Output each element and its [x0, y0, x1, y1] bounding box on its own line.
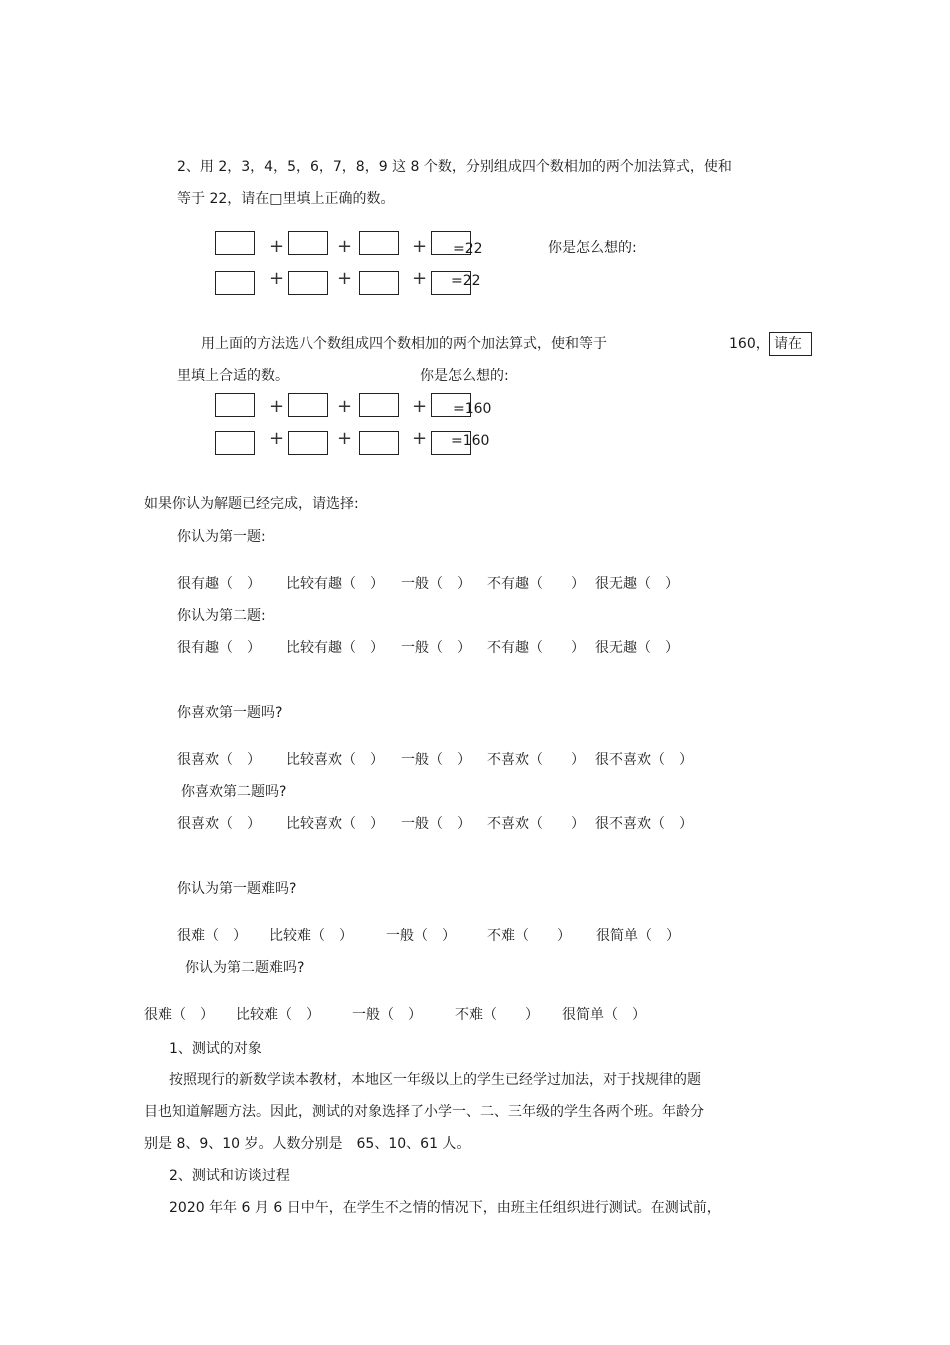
- answer-box[interactable]: [359, 431, 399, 455]
- option-fairly-hard[interactable]: 比较难（ ）: [269, 928, 353, 944]
- equals-22: =22: [453, 241, 483, 257]
- option-not-interesting[interactable]: 不有趣（ ）: [487, 576, 585, 592]
- option-hard-average[interactable]: 一般（ ）: [386, 928, 456, 944]
- option-like-average[interactable]: 一般（ ）: [401, 752, 471, 768]
- option-like-average[interactable]: 一般（ ）: [401, 816, 471, 832]
- option-average[interactable]: 一般（ ）: [401, 640, 471, 656]
- option-very-easy[interactable]: 很简单（ ）: [562, 1007, 646, 1023]
- answer-box[interactable]: [288, 393, 328, 417]
- plus-sign: +: [269, 236, 285, 257]
- answer-box[interactable]: [288, 231, 328, 255]
- plus-sign: +: [412, 428, 428, 449]
- survey-intro: 如果你认为解题已经完成，请选择:: [144, 496, 359, 512]
- option-average[interactable]: 一般（ ）: [401, 576, 471, 592]
- how-did-you-think: 你是怎么想的:: [548, 240, 637, 256]
- option-very-interesting[interactable]: 很有趣（ ）: [177, 640, 261, 656]
- option-fairly-interesting[interactable]: 比较有趣（ ）: [286, 576, 384, 592]
- equals-160: =160: [451, 433, 490, 449]
- answer-box[interactable]: [359, 393, 399, 417]
- answer-box[interactable]: [288, 431, 328, 455]
- option-very-boring[interactable]: 很无趣（ ）: [595, 576, 679, 592]
- option-like-fairly[interactable]: 比较喜欢（ ）: [286, 752, 384, 768]
- option-dislike-very[interactable]: 很不喜欢（ ）: [595, 816, 693, 832]
- option-fairly-interesting[interactable]: 比较有趣（ ）: [286, 640, 384, 656]
- plus-sign: +: [269, 268, 285, 289]
- question-hard-1: 你认为第一题难吗?: [177, 881, 297, 897]
- plus-sign: +: [337, 396, 353, 417]
- section-heading: 1、测试的对象: [169, 1041, 262, 1057]
- plus-sign: +: [337, 236, 353, 257]
- option-not-hard[interactable]: 不难（ ）: [455, 1007, 539, 1023]
- option-very-hard[interactable]: 很难（ ）: [144, 1007, 214, 1023]
- problem-line-4: 里填上合适的数。: [177, 368, 289, 384]
- option-dislike-very[interactable]: 很不喜欢（ ）: [595, 752, 693, 768]
- answer-box[interactable]: [215, 431, 255, 455]
- option-fairly-hard[interactable]: 比较难（ ）: [236, 1007, 320, 1023]
- question-interest-2: 你认为第二题:: [177, 608, 266, 624]
- problem-line-1: 2、用 2，3，4，5，6，7，8，9 这 8 个数，分别组成四个数相加的两个加法算式，使和: [177, 159, 732, 175]
- option-very-boring[interactable]: 很无趣（ ）: [595, 640, 679, 656]
- how-did-you-think-2: 你是怎么想的:: [420, 368, 509, 384]
- paragraph-line: 别是 8、9、10 岁。人数分别是 65、10、61 人。: [144, 1136, 471, 1152]
- section-heading: 2、测试和访谈过程: [169, 1168, 290, 1184]
- option-dislike[interactable]: 不喜欢（ ）: [487, 752, 585, 768]
- option-like-very[interactable]: 很喜欢（ ）: [177, 816, 261, 832]
- answer-box[interactable]: [215, 231, 255, 255]
- option-like-fairly[interactable]: 比较喜欢（ ）: [286, 816, 384, 832]
- option-dislike[interactable]: 不喜欢（ ）: [487, 816, 585, 832]
- answer-box[interactable]: [288, 271, 328, 295]
- plus-sign: +: [337, 428, 353, 449]
- option-not-interesting[interactable]: 不有趣（ ）: [487, 640, 585, 656]
- plus-sign: +: [412, 396, 428, 417]
- plus-sign: +: [269, 428, 285, 449]
- plus-sign: +: [412, 268, 428, 289]
- answer-box[interactable]: [215, 393, 255, 417]
- plus-sign: +: [337, 268, 353, 289]
- option-not-hard[interactable]: 不难（ ）: [487, 928, 571, 944]
- paragraph-line: 按照现行的新数学读本教材，本地区一年级以上的学生已经学过加法，对于找规律的题: [169, 1072, 701, 1088]
- plus-sign: +: [269, 396, 285, 417]
- paragraph-line: 2020 年年 6 月 6 日中午，在学生不之情的情况下，由班主任组织进行测试。在测试前，: [169, 1200, 721, 1216]
- answer-box[interactable]: [215, 271, 255, 295]
- answer-box[interactable]: [359, 271, 399, 295]
- option-like-very[interactable]: 很喜欢（ ）: [177, 752, 261, 768]
- option-very-easy[interactable]: 很简单（ ）: [596, 928, 680, 944]
- question-hard-2: 你认为第二题难吗?: [185, 960, 305, 976]
- question-like-2: 你喜欢第二题吗?: [181, 784, 287, 800]
- equals-160: =160: [453, 401, 492, 417]
- option-very-hard[interactable]: 很难（ ）: [177, 928, 247, 944]
- equals-22: =22: [451, 273, 481, 289]
- please-fill-box: 请在: [769, 332, 812, 356]
- plus-sign: +: [412, 236, 428, 257]
- option-very-interesting[interactable]: 很有趣（ ）: [177, 576, 261, 592]
- answer-box[interactable]: [359, 231, 399, 255]
- sum-160: 160，: [729, 336, 770, 352]
- question-interest-1: 你认为第一题:: [177, 529, 266, 545]
- option-hard-average[interactable]: 一般（ ）: [352, 1007, 422, 1023]
- problem-line-2: 等于 22，请在□里填上正确的数。: [177, 191, 395, 207]
- problem-line-3: 用上面的方法选八个数组成四个数相加的两个加法算式，使和等于: [201, 336, 607, 352]
- question-like-1: 你喜欢第一题吗?: [177, 705, 283, 721]
- paragraph-line: 目也知道解题方法。因此，测试的对象选择了小学一、二、三年级的学生各两个班。年龄分: [144, 1104, 704, 1120]
